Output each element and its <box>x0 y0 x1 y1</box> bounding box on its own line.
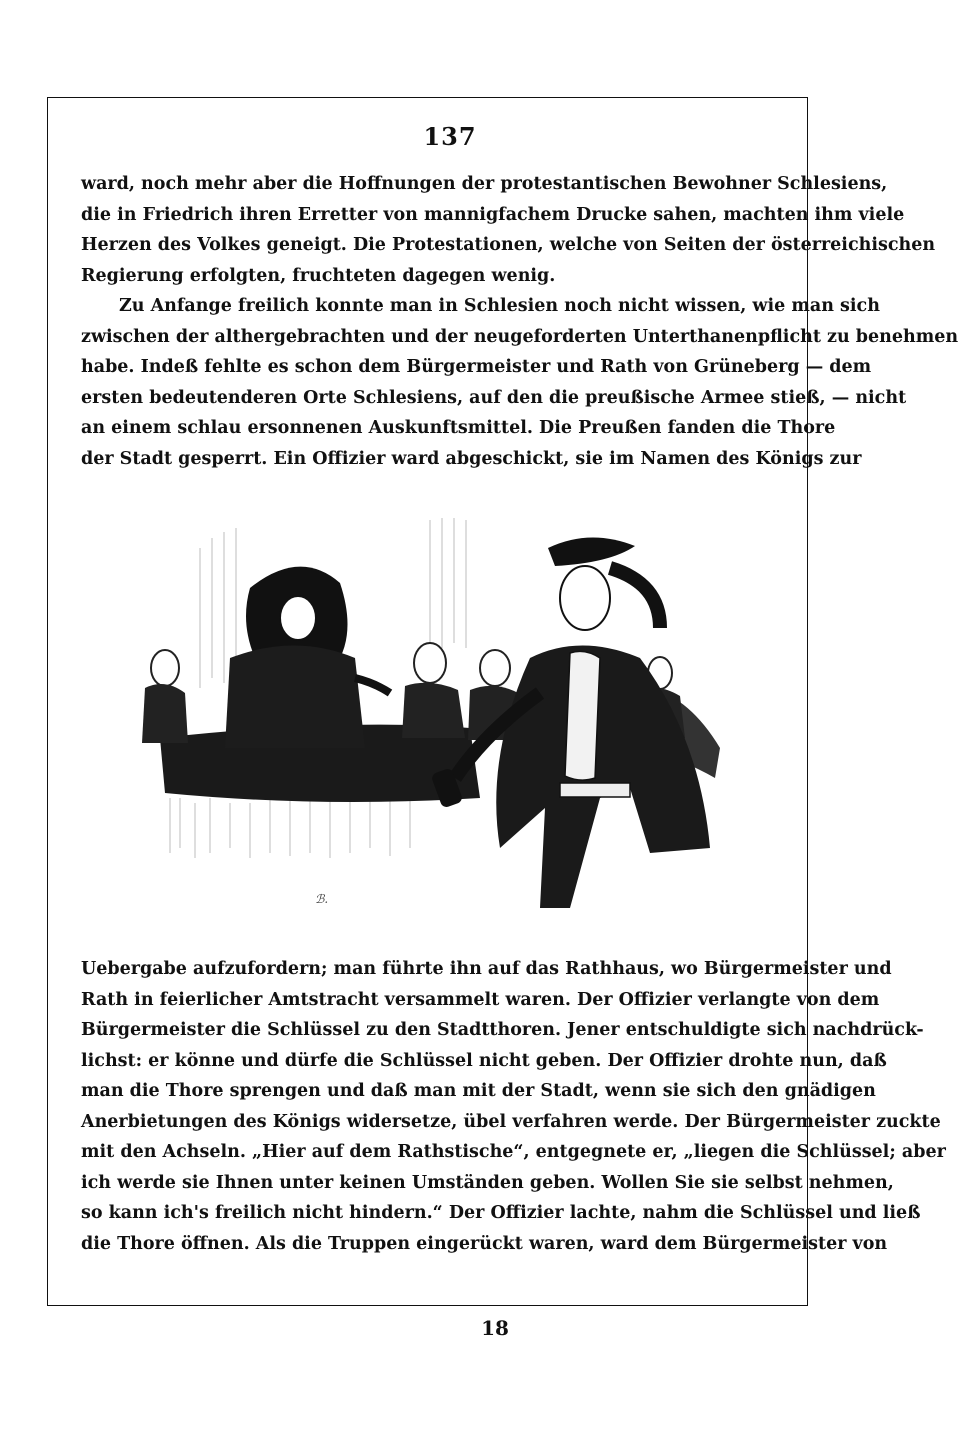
text-line: so kann ich's freilich nicht hindern.“ Der Offizier lachte, nahm die Schlüssel und ließ <box>81 1203 921 1223</box>
text-line: habe. Indeß fehlte es schon dem Bürgermeister und Rath von Grüneberg — dem <box>81 357 872 377</box>
page-number: 137 <box>423 122 477 151</box>
text-line: Uebergabe aufzufordern; man führte ihn auf das Rathhaus, wo Bürgermeister und <box>81 959 892 979</box>
text-line: ersten bedeutenderen Orte Schlesiens, auf den die preußische Armee stieß, — nicht <box>81 387 907 408</box>
mayor-figure <box>225 567 390 748</box>
text-line: lichst: er könne und dürfe die Schlüssel nicht geben. Der Offizier drohte nun, daß <box>81 1050 887 1071</box>
text-line: die in Friedrich ihren Erretter von mannigfachem Drucke sahen, machten ihm viele <box>81 204 905 225</box>
text-line: Anerbietungen des Königs widersetze, übel verfahren werde. Der Bürgermeister zuckte <box>81 1111 941 1132</box>
text-line: der Stadt gesperrt. Ein Offizier ward abgeschickt, sie im Namen des Königs zur <box>81 448 862 469</box>
text-line: mit den Achseln. „Hier auf dem Rathstische“, entgegnete er, „liegen die Schlüssel; aber <box>81 1142 946 1162</box>
paragraph-top <box>81 169 958 474</box>
text-line: Herzen des Volkes geneigt. Die Protestationen, welche von Seiten der österreichischen <box>81 235 936 255</box>
engraving-illustration <box>140 508 730 928</box>
text-line: Zu Anfange freilich konnte man in Schlesien noch nicht wissen, wie man sich <box>119 296 880 316</box>
text-line: ward, noch mehr aber die Hoffnungen der protestantischen Bewohner Schlesiens, <box>81 174 888 194</box>
artist-signature: ℬ. <box>315 892 329 906</box>
paragraph-bottom <box>81 954 946 1259</box>
text-line: ich werde sie Ihnen unter keinen Umständen geben. Wollen Sie sie selbst nehmen, <box>81 1172 894 1193</box>
text-line: man die Thore sprengen und daß man mit der Stadt, wenn sie sich den gnädigen <box>81 1081 876 1101</box>
tricorn-hat <box>548 537 635 566</box>
text-line: Regierung erfolgten, fruchteten dagegen wenig. <box>81 265 556 286</box>
text-line: an einem schlau ersonnenen Auskunftsmittel. Die Preußen fanden die Thore <box>81 418 836 438</box>
text-line: Bürgermeister die Schlüssel zu den Stadtthoren. Jener entschuldigte sich nachdrück- <box>81 1020 924 1040</box>
text-line: zwischen der althergebrachten und der neugeforderten Unterthanenpflicht zu benehmen <box>81 326 958 347</box>
text-line: Rath in feierlicher Amtstracht versammelt waren. Der Offizier verlangte von dem <box>81 989 880 1010</box>
text-line: die Thore öffnen. Als die Truppen eingerückt waren, ward dem Bürgermeister von <box>81 1233 888 1254</box>
signature-number: 18 <box>481 1316 509 1340</box>
